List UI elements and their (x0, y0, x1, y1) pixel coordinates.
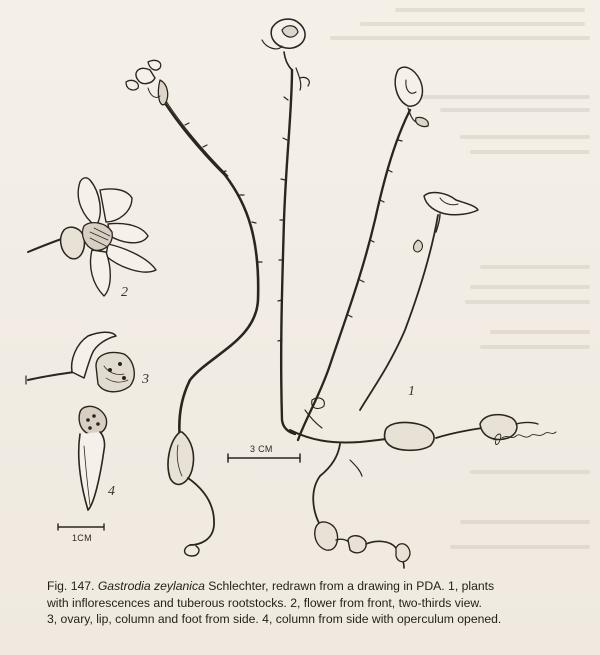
figure-caption (47, 578, 582, 628)
plant-centre-stem (278, 68, 301, 434)
plant-left-flower-head (126, 60, 168, 104)
caption-line-2: with inflorescences and tuberous rootstocks. 2, flower from front, two-thirds view. (47, 595, 482, 610)
plant-centre-flower-head (262, 19, 309, 86)
figure-label-1: 1 (408, 384, 415, 399)
caption-line-1 (47, 578, 582, 595)
plant-right-stem (298, 110, 410, 440)
plant-left-stem (160, 95, 262, 556)
detail-column-side (79, 406, 107, 510)
caption-line-1-rest: Schlechter, redrawn from a drawing in PDA. 1, plants (204, 579, 495, 593)
scale-bar-main-label: 3 CM (250, 444, 273, 454)
figure-label-4: 4 (108, 484, 115, 499)
caption-figure-number: Fig. 147. (47, 579, 95, 593)
rhizome-tubers (290, 398, 538, 568)
caption-species-name: Gastrodia zeylanica (97, 579, 205, 593)
plant-right-flower-head (395, 67, 428, 126)
scale-bar-main (228, 454, 300, 462)
scale-bar-detail-label: 1CM (72, 533, 92, 543)
detail-flower-front (28, 178, 156, 296)
plant-far-right-stem (360, 215, 438, 410)
caption-line-3: 3, ovary, lip, column and foot from side. 4, column from side with operculum opened. (47, 612, 502, 626)
figure-label-2: 2 (121, 285, 128, 300)
figure-label-3: 3 (142, 372, 149, 387)
scale-bar-detail (58, 524, 104, 530)
detail-ovary-side (26, 332, 134, 392)
plant-far-right-flower-head (424, 193, 478, 232)
